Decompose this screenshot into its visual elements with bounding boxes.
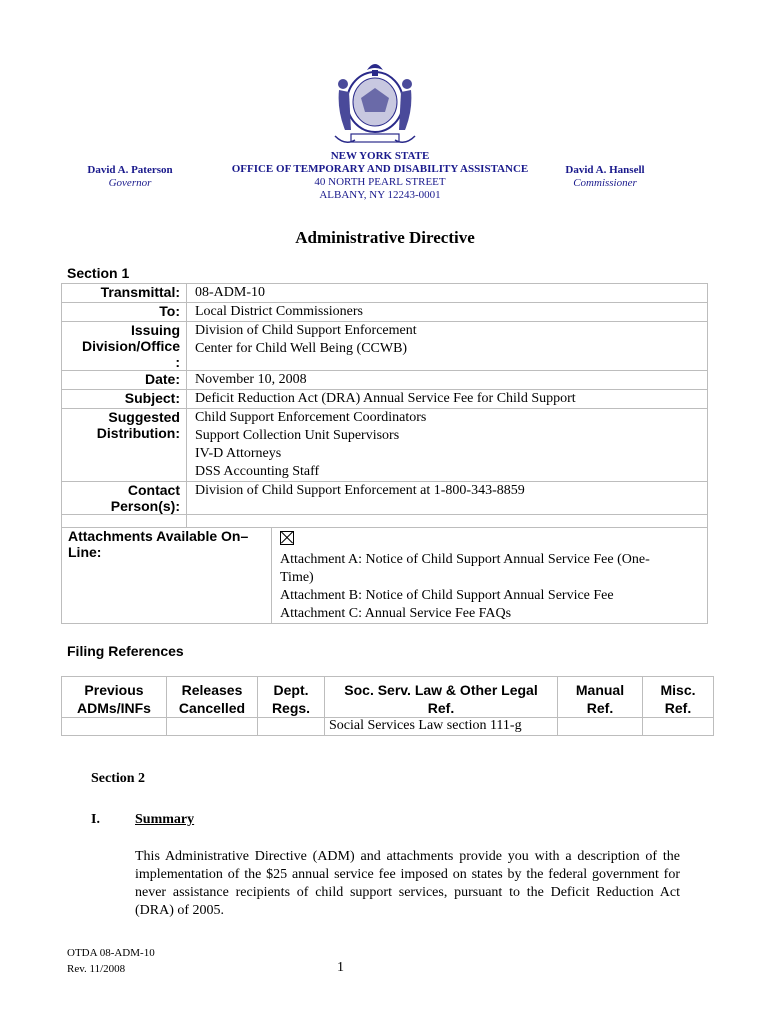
empty-cell xyxy=(187,515,708,528)
issuing-label-line3: : xyxy=(175,354,180,370)
subject-label: Subject: xyxy=(62,390,187,409)
agency-name: OFFICE OF TEMPORARY AND DISABILITY ASSISTANCE xyxy=(231,163,529,175)
subject-value: Deficit Reduction Act (DRA) Annual Service Fee for Child Support xyxy=(187,390,708,409)
issuing-value xyxy=(187,322,708,371)
attachments-row xyxy=(62,528,708,624)
filing-header-row xyxy=(62,677,714,718)
col-header-line: Ref. xyxy=(586,700,614,716)
governor-title: Governor xyxy=(108,177,152,189)
distribution-value xyxy=(187,409,708,482)
attachments-checkbox[interactable] xyxy=(280,531,294,545)
table-cell xyxy=(62,718,167,736)
date-label: Date: xyxy=(62,371,187,390)
distribution-item: Child Support Enforcement Coordinators xyxy=(195,410,427,425)
contact-value: Division of Child Support Enforcement at 1-800-343-8859 xyxy=(187,482,708,515)
date-value: November 10, 2008 xyxy=(187,371,708,390)
date-row xyxy=(62,371,708,390)
section-1-table xyxy=(61,283,708,528)
footer-revision: Rev. 11/2008 xyxy=(67,963,126,975)
attachment-item: Attachment B: Notice of Child Support Annual Service Fee xyxy=(280,588,614,603)
footer-doc-id: OTDA 08-ADM-10 xyxy=(67,947,155,959)
col-header-line: Misc. xyxy=(660,682,696,698)
soc-serv-law-cell: Social Services Law section 111-g xyxy=(325,718,558,736)
col-header-line: Previous xyxy=(84,682,144,698)
issuing-row xyxy=(62,322,708,371)
subject-row xyxy=(62,390,708,409)
issuing-value-line1: Division of Child Support Enforcement xyxy=(195,323,417,338)
attachments-label-line1: Attachments Available On– xyxy=(68,528,249,544)
summary-paragraph: This Administrative Directive (ADM) and attachments provide you with a description of the implementation of the $25 annual service fee imposed on states by the federal government for never assistance recipients of child support services, pursuant to the Deficit Reduction Act (DRA) of 2005. xyxy=(135,849,680,918)
to-value: Local District Commissioners xyxy=(187,303,708,322)
to-label: To: xyxy=(62,303,187,322)
ny-state-seal-icon xyxy=(325,50,425,150)
col-header-line: Regs. xyxy=(271,700,311,716)
col-header-line: Soc. Serv. Law & Other Legal xyxy=(344,682,538,698)
contact-row xyxy=(62,482,708,515)
col-releases-cancelled xyxy=(167,677,258,718)
transmittal-row xyxy=(62,284,708,303)
commissioner-title: Commissioner xyxy=(573,177,637,189)
distribution-label-line2: Distribution: xyxy=(96,425,180,441)
col-header-line: Manual xyxy=(575,682,625,698)
distribution-item: IV-D Attorneys xyxy=(195,446,282,461)
empty-cell xyxy=(62,515,187,528)
document-title: Administrative Directive xyxy=(295,228,475,247)
col-misc-ref xyxy=(643,677,714,718)
section-1-heading: Section 1 xyxy=(67,265,130,281)
commissioner-name: David A. Hansell xyxy=(565,164,645,176)
agency-state: NEW YORK STATE xyxy=(330,150,430,162)
attachment-item: Attachment C: Annual Service Fee FAQs xyxy=(280,606,512,621)
attachments-label-line2: Line: xyxy=(68,544,102,560)
agency-block xyxy=(200,150,560,202)
col-header-line: Ref. xyxy=(427,700,455,716)
governor-block xyxy=(60,164,200,190)
col-header-line: ADMs/INFs xyxy=(77,700,151,716)
empty-row xyxy=(62,515,708,528)
table-cell xyxy=(643,718,714,736)
agency-street: 40 NORTH PEARL STREET xyxy=(314,176,446,188)
summary-heading: Summary xyxy=(135,812,195,827)
agency-city: ALBANY, NY 12243-0001 xyxy=(319,189,441,201)
page-number: 1 xyxy=(337,960,344,975)
attachments-value xyxy=(272,528,708,624)
contact-label xyxy=(62,482,187,515)
issuing-label xyxy=(62,322,187,371)
section-numeral: I. xyxy=(91,812,100,827)
section-2-heading: Section 2 xyxy=(91,771,146,786)
contact-label-line1: Contact xyxy=(127,482,180,498)
distribution-label xyxy=(62,409,187,482)
distribution-item: Support Collection Unit Supervisors xyxy=(195,428,400,443)
table-cell xyxy=(558,718,643,736)
contact-label-line2: Person(s): xyxy=(110,498,180,514)
col-header-line: Ref. xyxy=(664,700,692,716)
filing-data-row xyxy=(62,718,714,736)
transmittal-label: Transmittal: xyxy=(62,284,187,303)
table-cell xyxy=(258,718,325,736)
filing-references-table xyxy=(61,676,714,736)
col-soc-serv-law xyxy=(325,677,558,718)
issuing-label-line1: Issuing xyxy=(130,322,180,338)
governor-name: David A. Paterson xyxy=(87,164,173,176)
attachment-item: Time) xyxy=(280,570,314,585)
footer-reference xyxy=(67,945,155,977)
transmittal-value: 08-ADM-10 xyxy=(187,284,708,303)
issuing-value-line2: Center for Child Well Being (CCWB) xyxy=(195,341,408,356)
distribution-item: DSS Accounting Staff xyxy=(195,464,320,479)
table-cell xyxy=(167,718,258,736)
to-row xyxy=(62,303,708,322)
attachments-label xyxy=(62,528,272,624)
col-previous-adms xyxy=(62,677,167,718)
attachment-item: Attachment A: Notice of Child Support Annual Service Fee (One- xyxy=(280,552,650,567)
distribution-label-line1: Suggested xyxy=(108,409,180,425)
issuing-label-line2: Division/Office xyxy=(81,338,180,354)
attachments-table xyxy=(61,527,708,624)
col-header-line: Cancelled xyxy=(178,700,246,716)
col-header-line: Dept. xyxy=(273,682,309,698)
col-header-line: Releases xyxy=(181,682,243,698)
col-manual-ref xyxy=(558,677,643,718)
filing-references-heading: Filing References xyxy=(67,643,184,659)
commissioner-block xyxy=(540,164,670,190)
col-dept-regs xyxy=(258,677,325,718)
distribution-row xyxy=(62,409,708,482)
